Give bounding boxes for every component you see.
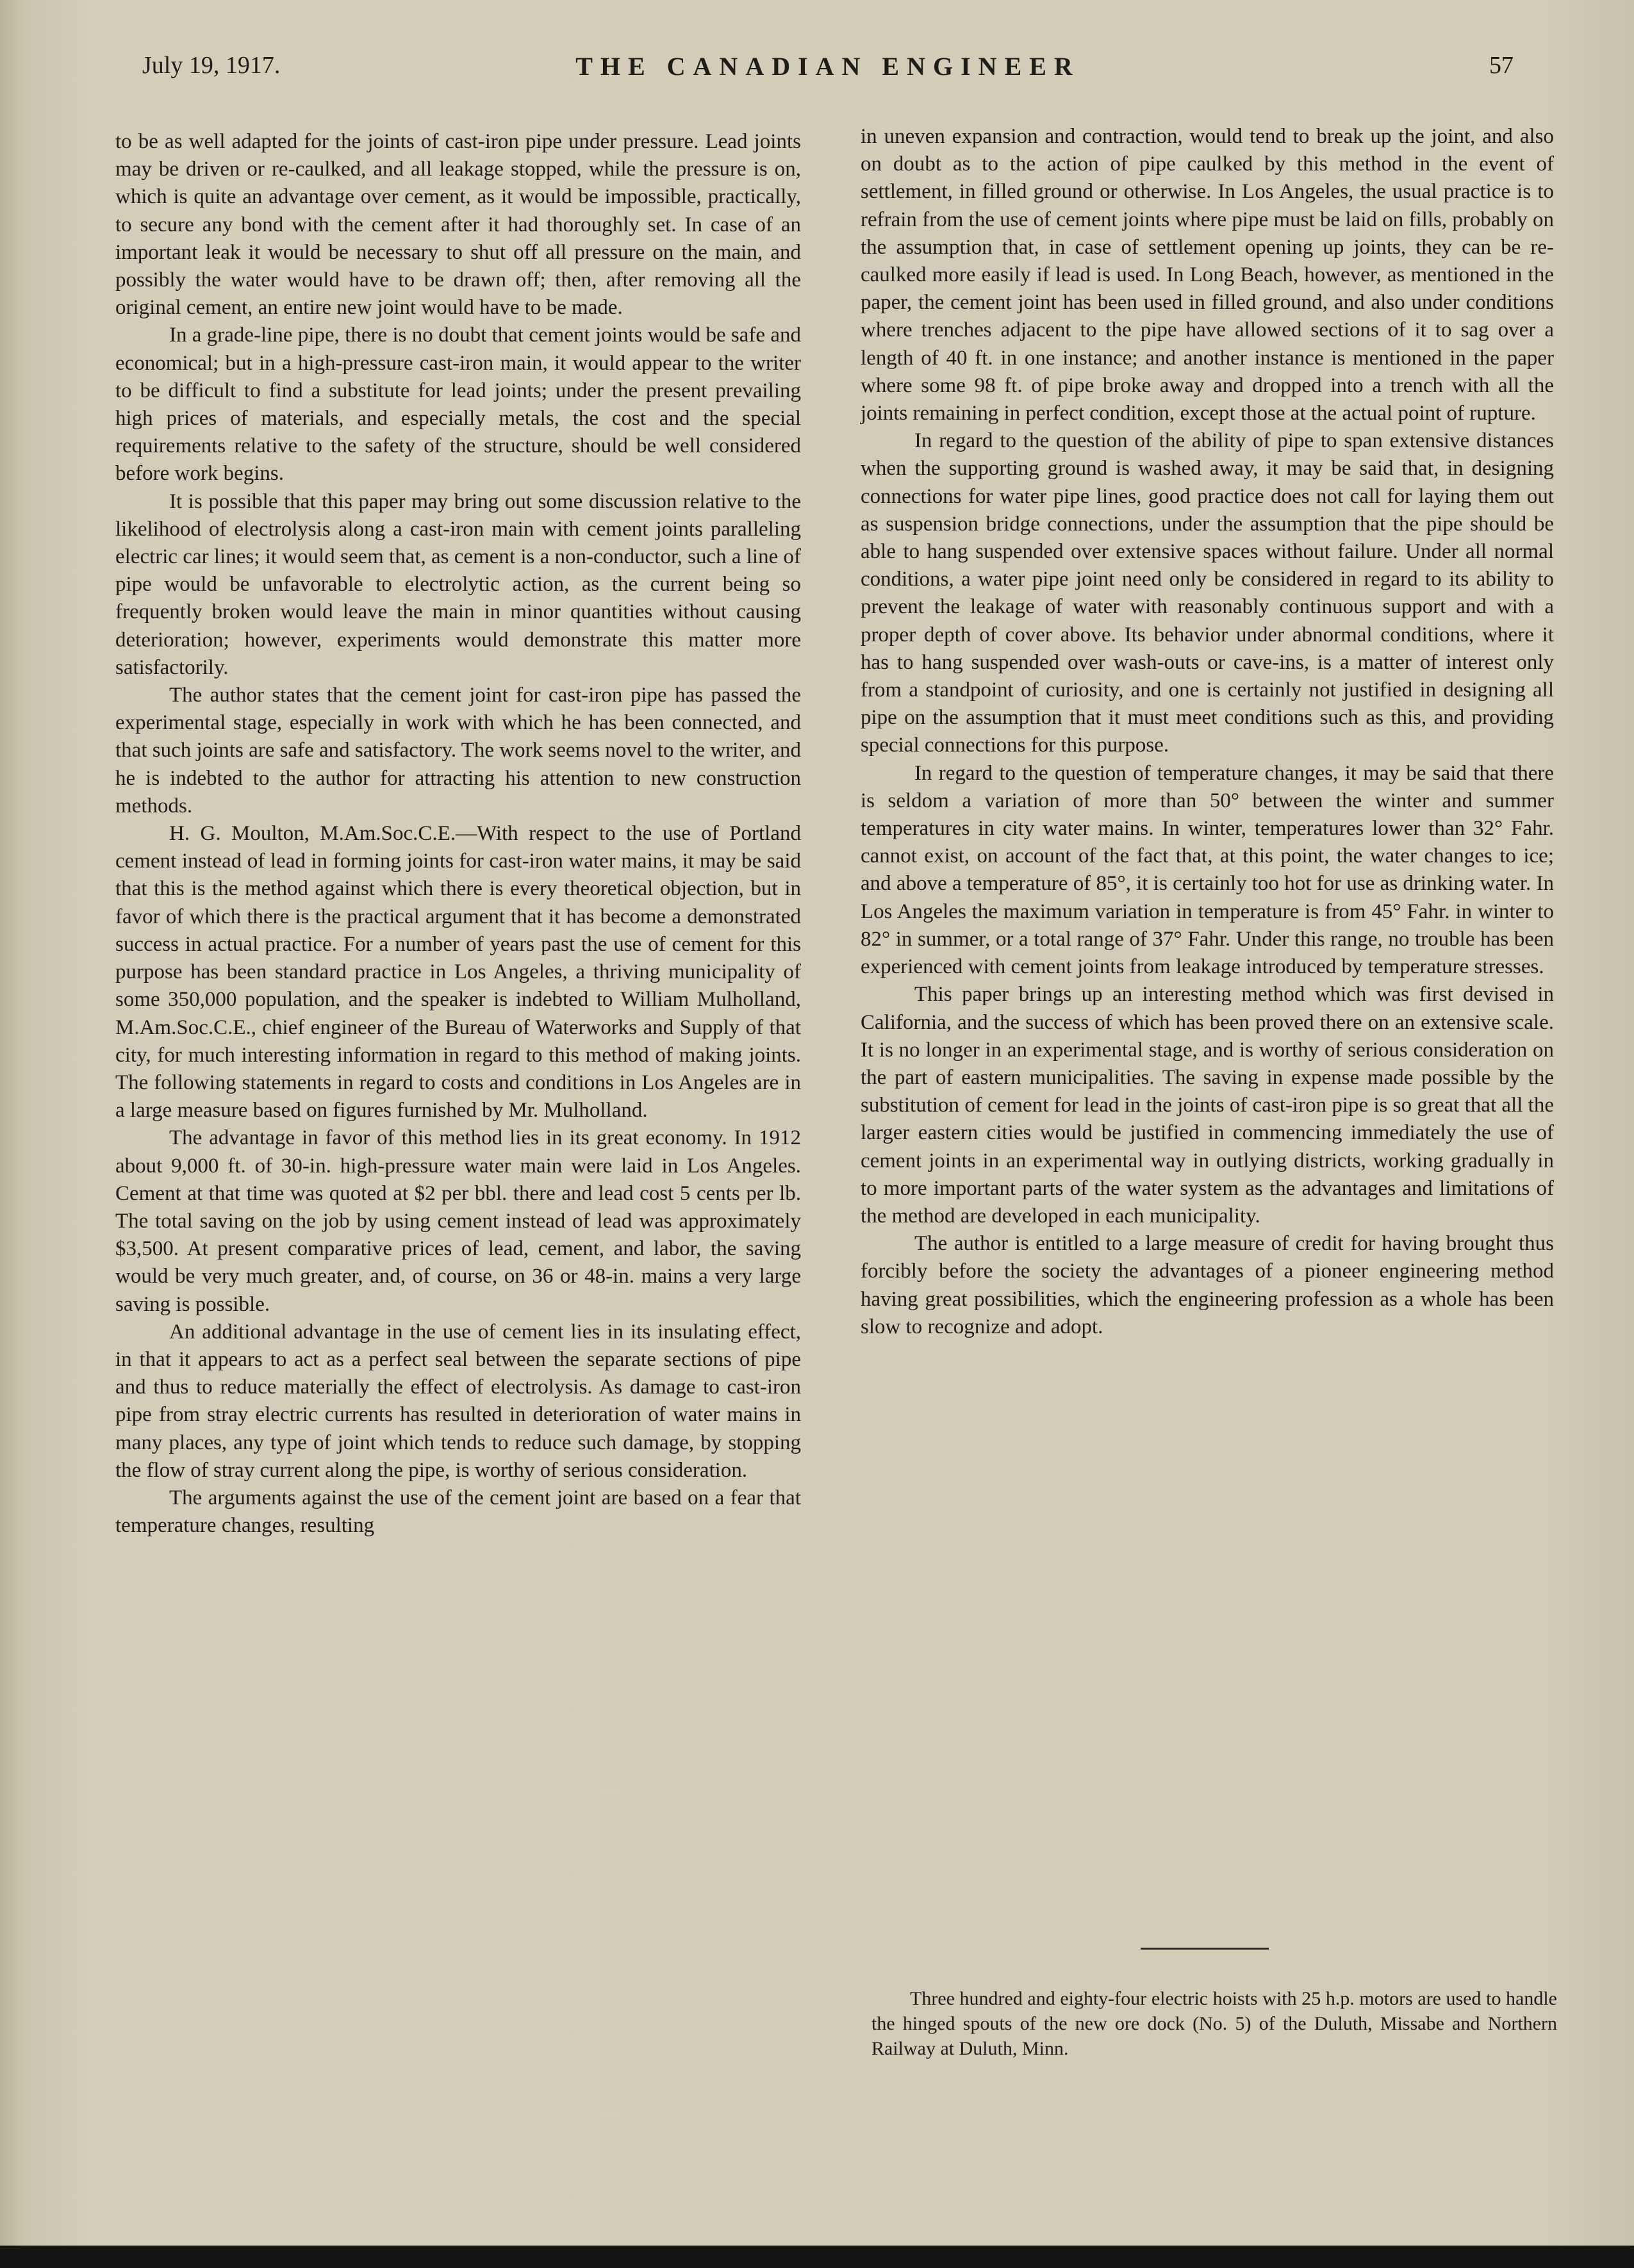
- paragraph: The advantage in favor of this method lies in its great economy. In 1912 about 9,000 ft. of 30-in. high-pressure water main were laid in Los Angeles. Cement at that time was quoted at $2 per bbl. there and lead cost 5 cents per lb. The total saving on the job by using cement instead of lead was approximately $3,500. At present comparative prices of lead, cement, and labor, the saving would be very much greater, and, of course, on 36 or 48-in. mains a very large saving is possible.: [115, 1126, 801, 1316]
- paragraph: The author states that the cement joint for cast-iron pipe has passed the experimental stage, especially in work with which he has been connected, and that such joints are safe and satisfactory. The work seems novel to the writer, and he is indebted to the author for attracting his attention to new construction methods.: [115, 684, 801, 818]
- paragraph: It is possible that this paper may bring out some discussion relative to the likelihood of electrolysis along a cast-iron main with cement joints paralleling electric car lines; it would seem that, as cement is a non-conductor, such a line of pipe would be unfavorable to electrolytic action, as the current being so frequently broken would leave the main in minor quantities without causing deterioration; however, experiments would demonstrate this matter more satisfactorily.: [115, 489, 801, 679]
- paragraph: In regard to the question of the ability of pipe to span extensive distances when the supporting ground is washed away, it may be said that, in designing connections for water pipe lines, good practice does not call for laying them out as suspension bridge connections, under the assumption that the pipe should be able to hang suspended over extensive spaces without failure. Under all normal conditions, a water pipe joint need only be considered in regard to its ability to prevent the leakage of water with reasonably continuous support and with a proper depth of cover above. Its behavior under abnormal conditions, where it has to hang suspended over wash-outs or cave-ins, is a matter of interest only from a standpoint of curiosity, and one is certainly not justified in designing all pipe on the assumption that it must meet conditions such as this, and providing special connections for this purpose.: [861, 429, 1554, 757]
- paragraph: An additional advantage in the use of cement lies in its insulating effect, in that it appears to act as a perfect seal between the separate sections of pipe and thus to reduce materially the effect of electrolysis. As damage to cast-iron pipe from stray electric currents has resulted in deterioration of water mains in many places, any type of joint which tends to reduce such damage, by stopping the flow of stray current along the pipe, is worthy of serious consideration.: [115, 1320, 801, 1482]
- right-column: [861, 123, 1554, 1341]
- paragraph: In regard to the question of temperature changes, it may be said that there is seldom a variation of more than 50° between the winter and summer temperatures in city water mains. In winter, temperatures lower than 32° Fahr. cannot exist, on account of the fact that, at this point, the water changes to ice; and above a temperature of 85°, it is certainly too hot for use as drinking water. In Los Angeles the maximum variation in temperature is from 45° Fahr. in winter to 82° in summer, or a total range of 37° Fahr. Under this range, no trouble has been experienced with cement joints from leakage introduced by temperature stresses.: [861, 761, 1554, 979]
- running-header: [142, 51, 1514, 90]
- section-divider: [1141, 1948, 1269, 1950]
- paragraph: in uneven expansion and contraction, would tend to break up the joint, and also on doubt as to the action of pipe caulked by this method in the event of settlement, in filled ground or otherwise. In Los Angeles, the usual practice is to refrain from the use of cement joints where pipe must be laid on fills, probably on the assumption that, in case of settlement opening up joints, they can be re-caulked more easily if lead is used. In Long Beach, however, as mentioned in the paper, the cement joint has been used in filled ground, and also under conditions where trenches adjacent to the pipe have allowed sections of it to sag over a length of 40 ft. in one instance; and another instance is mentioned in the paper where some 98 ft. of pipe broke away and dropped into a trench with all the joints remaining in perfect condition, except those at the actual point of rupture.: [861, 125, 1554, 425]
- paragraph: The author is entitled to a large measure of credit for having brought thus forcibly before the society the advantages of a pioneer engineering method having great possibilities, which the engineering profession as a whole has been slow to recognize and adopt.: [861, 1232, 1554, 1338]
- scan-edge: [0, 2246, 1634, 2268]
- left-column: [115, 128, 801, 1540]
- journal-title: THE CANADIAN ENGINEER: [575, 52, 1080, 81]
- paragraph: This paper brings up an interesting method which was first devised in California, and the success of which has been proved there on an extensive scale. It is no longer in an experimental stage, and is worthy of serious consideration on the part of eastern municipalities. The saving in expense made possible by the substitution of cement for lead in the joints of cast-iron pipe is so great that all the larger eastern cities would be justified in commencing immediately the use of cement joints in an experimental way in outlying districts, working gradually in to more important parts of the water system as the advantages and limitations of the method are developed in each municipality.: [861, 983, 1554, 1228]
- page-number: 57: [1489, 52, 1514, 79]
- paragraph: In a grade-line pipe, there is no doubt that cement joints would be safe and economical; but in a high-pressure cast-iron main, it would appear to the writer to be difficult to find a substitute for lead joints; under the present prevailing high prices of materials, and especially metals, the cost and the special requirements relative to the safety of the structure, should be well considered before work begins.: [115, 324, 801, 486]
- news-note: [871, 1986, 1557, 2061]
- news-note-text: Three hundred and eighty-four electric hoists with 25 h.p. motors are used to handle the hinged spouts of the new ore dock (No. 5) of the Duluth, Missabe and Northern Railway at Duluth, Minn.: [871, 1988, 1557, 2059]
- issue-date: July 19, 1917.: [142, 52, 281, 79]
- paragraph: H. G. Moulton, M.Am.Soc.C.E.—With respect to the use of Portland cement instead of lead in forming joints for cast-iron water mains, it may be said that this is the method against which there is every theoretical objection, but in favor of which there is the practical argument that it has become a demonstrated success in actual practice. For a number of years past the use of cement for this purpose has been standard practice in Los Angeles, a thriving municipality of some 350,000 population, and the speaker is indebted to William Mulholland, M.Am.Soc.C.E., chief engineer of the Bureau of Waterworks and Supply of that city, for much interesting information in regard to this method of making joints. The following statements in regard to costs and conditions in Los Angeles are in a large measure based on figures furnished by Mr. Mulholland.: [115, 822, 801, 1122]
- paragraph: The arguments against the use of the cement joint are based on a fear that temperature changes, resulting: [115, 1486, 801, 1538]
- paragraph: to be as well adapted for the joints of cast-iron pipe under pressure. Lead joints may be driven or re-caulked, and all leakage stopped, while the pressure is on, which is quite an advantage over cement, as it would be impossible, practically, to secure any bond with the cement after it had thoroughly set. In case of an important leak it would be necessary to shut off all pressure on the main, and possibly the water would have to be drawn off; then, after removing all the original cement, an entire new joint would have to be made.: [115, 130, 801, 320]
